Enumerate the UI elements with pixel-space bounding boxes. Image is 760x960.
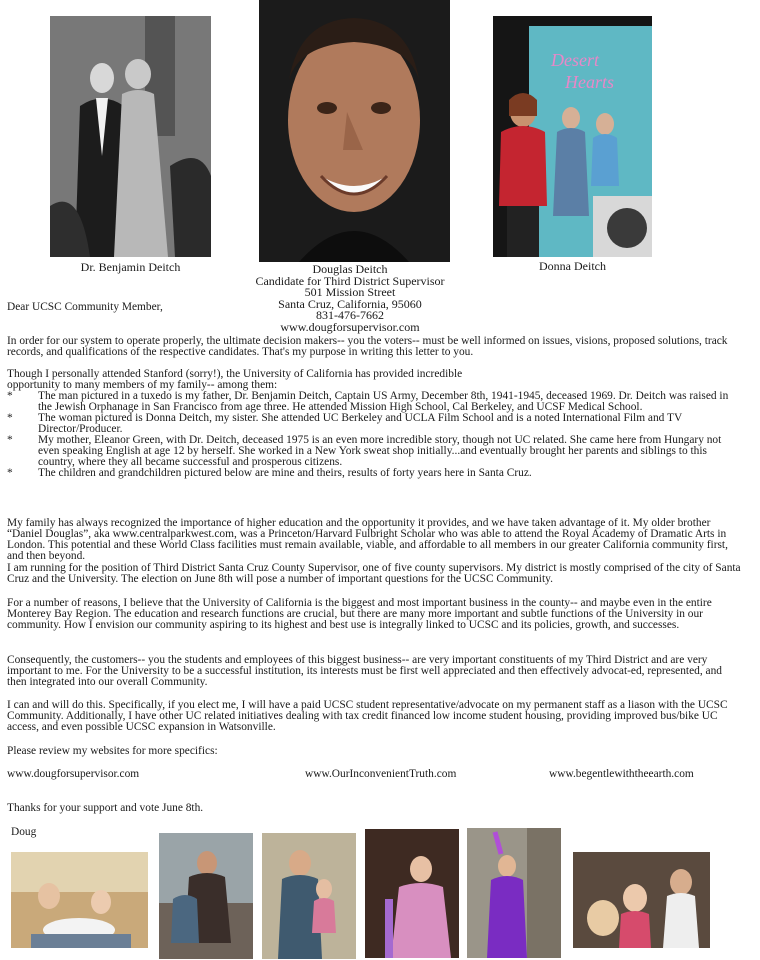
- family-photo-kids: [573, 852, 710, 948]
- link-dougforsupervisor[interactable]: www.dougforsupervisor.com: [7, 768, 140, 780]
- customers-paragraph: Consequently, the customers-- you the students and employees of this biggest business-- are very important constituents of my Third District and are very important to me. For the University to be a successful institution, its interests must be first well appreciated and then effectively advocat-ed, represented, and then integrated into our overall Community.: [7, 654, 722, 688]
- bullet-item: * The man pictured in a tuxedo is my father, Dr. Benjamin Deitch, Captain US Army, December 8th, 1941-1945, deceased 1969. Dr. Deitch was raised in the Jewish Orphanage in San Francisco from age three. He attended Mission High School, Cal Berkeley, and UCSF Medical School.: [7, 390, 729, 413]
- family-photo-princess: [365, 829, 459, 958]
- father-photo-illustration: [50, 16, 211, 257]
- family-photo-mother-child: [262, 833, 356, 959]
- commitment-paragraph: I can and will do this. Specifically, if you elect me, I will have a paid UCSC student representative/advocate on my permanent staff as a liason with the UCSC Community. Additionally, I have other UC related initiatives dealing with tax credit financed low income student housing, providing improved bus/bike UC access, and even possible UCSC expansion in Watsonville.: [7, 699, 728, 733]
- candidate-name: Douglas Deitch: [312, 262, 388, 276]
- poster-title: Desert: [551, 50, 599, 70]
- family-paragraph: My family has always recognized the importance of higher education and the opportunity it provides, and we have taken advantage of it. My older brother “Daniel Douglas”, aka www.centralparkwest.com, was a Princeton/Harvard Fulbright Scholar who was able to attend the Royal Academy of Dramatic Arts in London. This potential and these World Class facilities must remain available, viable, and affordable to all members in our greater California community first, and then beyond.: [7, 517, 728, 562]
- bullet-item: * The children and grandchildren pictured below are mine and theirs, results of forty years here in Santa Cruz.: [7, 467, 532, 479]
- bullet-item: * My mother, Eleanor Green, with Dr. Deitch, deceased 1975 is an even more incredible story, though not UC related. She came here from Hungary not even speaking English at age 12 by herself. She worked in a New York sweat shop initially...and eventually brought her parents and siblings to this country, where they all became successful and prosperous citizens.: [7, 434, 722, 468]
- website-link[interactable]: www.dougforsupervisor.com: [280, 319, 420, 334]
- candidate-title: Candidate for Third District Supervisor: [255, 273, 445, 288]
- family-photo-outdoor: [159, 833, 253, 959]
- reasons-paragraph: For a number of reasons, I believe that the University of California is the biggest and most important business in the county-- and maybe even in the entire Monterey Bay Region. The education and research functions are crucial, but there are many more important and subtle functions of the University in our community. How I envision our community aspiring to its highest and best use is integrally linked to UCSC and its policies, growth, and successes.: [7, 597, 712, 631]
- city-address: Santa Cruz, California, 95060: [278, 296, 422, 311]
- salutation: Dear UCSC Community Member,: [7, 301, 163, 313]
- sister-photo-illustration: [493, 16, 652, 257]
- family-photo-boa: [467, 828, 561, 958]
- father-photo: [50, 16, 211, 257]
- intro-paragraph: In order for our system to operate properly, the ultimate decision makers-- you the voters-- must be well informed on issues, visions, proposed solutions, track records, and qualifications of the respective candidates. That's my purpose in writing this letter to you.: [7, 335, 728, 358]
- candidate-photo-illustration: [259, 0, 450, 262]
- thanks-line: Thanks for your support and vote June 8th.: [7, 802, 204, 814]
- candidate-photo: [259, 0, 450, 262]
- running-paragraph: I am running for the position of Third District Santa Cruz County Supervisor, one of five county supervisors. My district is mostly comprised of the city of Santa Cruz and the University. The election on June 8th will pose a number of important questions for the UCSC Community.: [7, 562, 741, 585]
- father-caption: Dr. Benjamin Deitch: [80, 260, 181, 274]
- link-ourinconvenienttruth[interactable]: www.OurInconvenientTruth.com: [305, 768, 457, 780]
- phone-number: 831-476-7662: [316, 308, 384, 322]
- stanford-paragraph: Though I personally attended Stanford (sorry!), the University of California has provided incredible opportunity to many members of my family-- among them:: [7, 368, 463, 391]
- letterhead: [230, 264, 470, 333]
- sister-caption: Donna Deitch: [539, 259, 606, 273]
- signoff: Doug: [11, 826, 37, 838]
- svg-text:Hearts: Hearts: [565, 72, 614, 92]
- family-photo-birthday: [11, 852, 148, 948]
- link-begentlewiththeearth[interactable]: www.begentlewiththeearth.com: [549, 768, 694, 780]
- bullet-item: * The woman pictured is Donna Deitch, my sister. She attended UC Berkeley and UCLA Film School and is a noted International Film and TV Director/Producer.: [7, 412, 682, 435]
- street-address: 501 Mission Street: [304, 285, 396, 299]
- family-bullet-list: [7, 391, 742, 479]
- sister-photo: [493, 16, 652, 257]
- review-line: Please review my websites for more specifics:: [7, 745, 218, 757]
